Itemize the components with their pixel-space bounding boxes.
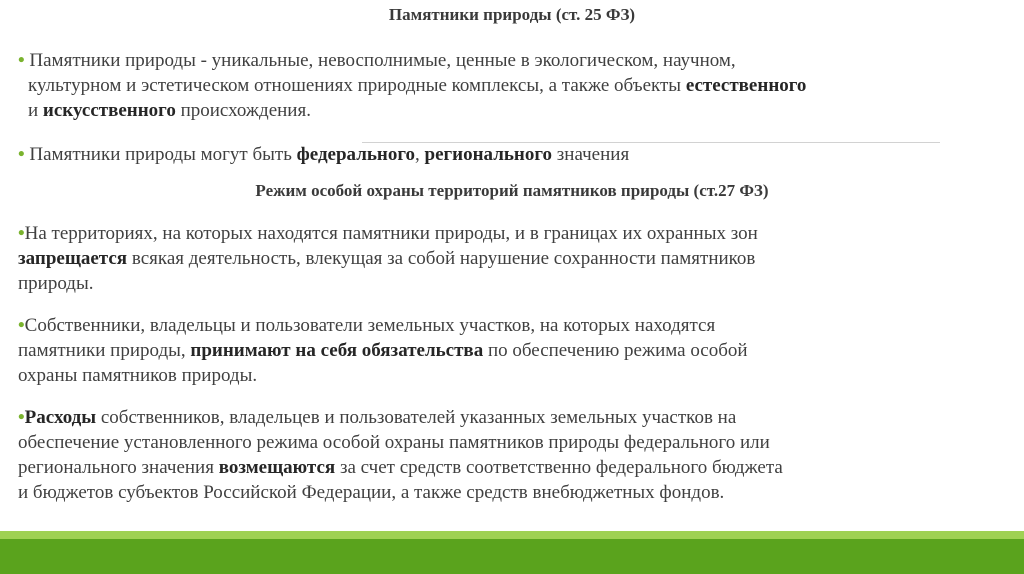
text-run: по обеспечению режима особой — [487, 340, 748, 361]
bold-term: запрещается — [18, 248, 128, 269]
section-heading: Режим особой охраны территорий памятников природы (ст.27 ФЗ) — [255, 181, 769, 200]
bold-term: федерального — [296, 144, 416, 165]
paragraph-definition — [18, 48, 1008, 123]
paragraph-prohibition — [18, 221, 1008, 296]
bullet-marker: • — [18, 50, 25, 71]
footer-accent-bar — [0, 531, 1024, 539]
bold-term: естественного — [685, 75, 807, 96]
text-run: природы. — [18, 273, 94, 294]
paragraph-obligations — [18, 313, 1008, 388]
bullet-marker: • — [18, 223, 25, 244]
footer-bar — [0, 539, 1024, 574]
bold-term: возмещаются — [218, 457, 336, 478]
bullet-marker: • — [18, 407, 25, 428]
text-run: за счет средств соответственно федерального бюджета — [339, 457, 783, 478]
text-run: всякая деятельность, влекущая за собой нарушение сохранности памятников — [131, 248, 756, 269]
text-run: обеспечение установленного режима особой охраны памятников природы федерального или — [18, 432, 770, 453]
paragraph-expenses — [18, 405, 1008, 505]
text-run: значения — [556, 144, 630, 165]
text-run: и — [28, 100, 39, 121]
text-run: происхождения. — [180, 100, 311, 121]
text-run: и бюджетов субъектов Российской Федерации, а также средств внебюджетных фондов. — [18, 482, 725, 503]
bold-term: искусственного — [42, 100, 176, 121]
bold-term: принимают на себя обязательства — [190, 340, 484, 361]
text-run: Собственники, владельцы и пользователи земельных участков, на которых находятся — [24, 315, 716, 336]
text-run: Памятники природы могут быть — [29, 144, 292, 165]
text-run: охраны памятников природы. — [18, 365, 258, 386]
text-run: культурном и эстетическом отношениях природные комплексы, а также объекты — [28, 75, 682, 96]
bullet-marker: • — [18, 315, 25, 336]
text-run: Памятники природы - уникальные, невосполнимые, ценные в экологическом, научном, — [29, 50, 736, 71]
text-run: На территориях, на которых находятся памятники природы, и в границах их охранных зон — [24, 223, 758, 244]
text-run: , — [415, 144, 420, 165]
text-run: памятники природы, — [18, 340, 186, 361]
paragraph-significance — [18, 142, 1008, 167]
slide-title: Памятники природы (ст. 25 ФЗ) — [388, 5, 636, 24]
text-run: собственников, владельцев и пользователей указанных земельных участков на — [100, 407, 737, 428]
bullet-marker: • — [18, 144, 25, 165]
bold-term: Расходы — [24, 407, 97, 428]
text-run: регионального значения — [18, 457, 214, 478]
bold-term: регионального — [424, 144, 553, 165]
